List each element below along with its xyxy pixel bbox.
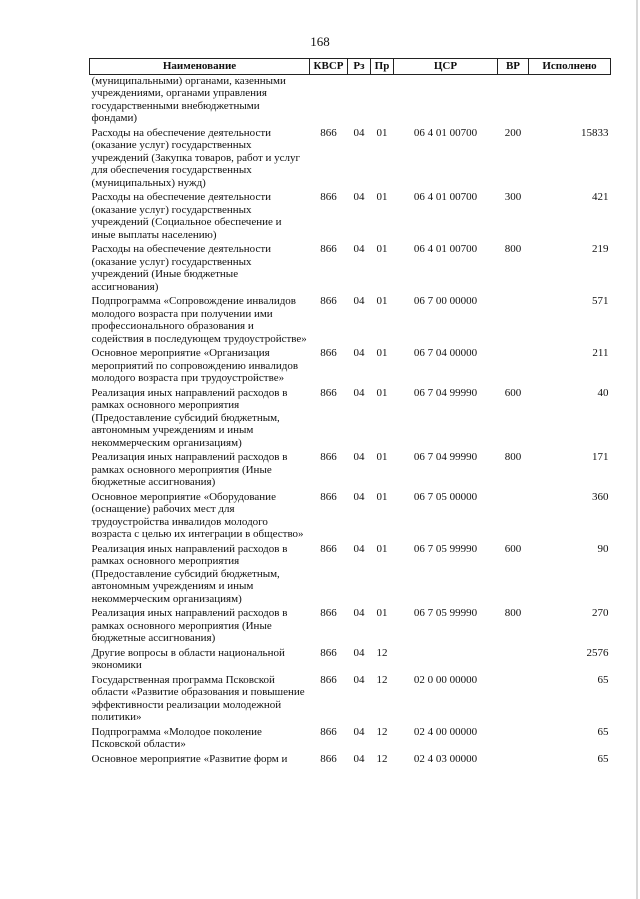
row-csr: 06 4 01 00700 [413,191,478,203]
row-kvsr: 866 [320,126,337,139]
row-executed: 171 [592,451,609,463]
row-kvsr: 866 [320,191,337,203]
table-row [90,647,611,674]
row-executed: 15833 [581,126,609,139]
row-kvsr: 866 [320,451,337,463]
row-csr: 06 4 01 00700 [413,126,478,139]
row-name: Подпрограмма «Сопровождение инвалидов молодого возраста при получении ими профессионального образования и содействия в последующем трудоустройстве» [91,295,307,345]
header-pr: Пр [371,59,394,75]
table-row [90,451,611,491]
scan-edge-line [636,0,638,899]
row-csr: 02 0 00 00000 [413,673,478,686]
row-kvsr [310,74,348,127]
row-rz: 04 [353,542,365,555]
row-csr: 06 7 04 00000 [413,347,478,359]
row-vr: 800 [504,243,522,255]
row-rz: 04 [353,490,365,503]
header-rz: Рз [348,59,371,75]
row-vr [498,674,529,726]
row-executed [529,74,611,127]
row-rz [348,74,371,127]
row-pr: 12 [376,725,388,738]
row-name: Государственная программа Псковской области «Развитие образования и повышение эффективности реализации молодежной политики» [91,673,305,723]
table-row [90,295,611,347]
row-pr: 01 [376,347,388,359]
row-csr [394,74,498,127]
row-executed: 360 [592,490,609,503]
row-pr: 01 [376,295,388,307]
row-vr [498,647,529,674]
row-vr: 200 [504,126,522,139]
table-row [90,726,611,753]
row-executed: 65 [597,673,609,686]
table-row [90,387,611,452]
row-rz: 04 [353,607,365,619]
row-pr: 01 [376,191,388,203]
row-executed: 270 [592,607,609,619]
row-name: Расходы на обеспечение деятельности (оказание услуг) государственных учреждений (Социальное обеспечение и иные выплаты населению) [91,191,282,241]
row-vr [498,347,529,387]
row-csr: 02 4 00 00000 [413,725,478,738]
table-row [90,74,611,127]
row-kvsr: 866 [320,347,337,359]
row-pr: 12 [376,673,388,686]
table-row [90,543,611,608]
row-pr: 01 [376,451,388,463]
row-rz: 04 [353,191,365,203]
table-row [90,127,611,192]
row-pr: 01 [376,243,388,255]
row-csr: 06 7 00 00000 [413,295,478,307]
row-vr: 800 [504,451,522,463]
row-csr: 06 7 04 99990 [413,386,478,399]
row-executed: 571 [592,295,609,307]
row-name: Реализация иных направлений расходов в рамках основного мероприятия (Предоставление субсидий бюджетным, автономным учреждениям и иным некоммерческим организациям) [91,386,288,449]
table-body [90,74,611,767]
row-csr: 06 7 05 99990 [413,607,478,619]
row-kvsr: 866 [320,542,337,555]
row-name: Подпрограмма «Молодое поколение Псковской области» [91,725,262,750]
table-row [90,347,611,387]
row-csr: 06 4 01 00700 [413,243,478,255]
row-csr: 06 7 05 00000 [413,490,478,503]
row-vr [498,753,529,768]
table-row [90,491,611,543]
row-vr [498,74,529,127]
row-kvsr: 866 [320,725,337,738]
row-csr: 06 7 04 99990 [413,451,478,463]
row-vr: 800 [504,607,522,619]
row-executed: 211 [592,347,609,359]
row-name: Основное мероприятие «Развитие форм и [91,752,288,765]
row-kvsr: 866 [320,490,337,503]
row-executed: 219 [592,243,609,255]
page-number: 168 [310,34,330,49]
row-executed: 2576 [586,646,609,659]
row-name: Реализация иных направлений расходов в рамках основного мероприятия (Предоставление субсидий бюджетным, автономным учреждениям и иным некоммерческим организациям) [91,542,288,605]
row-kvsr: 866 [320,243,337,255]
table-row [90,607,611,647]
row-vr [498,726,529,753]
row-kvsr: 866 [320,646,337,659]
header-vr: ВР [498,59,529,75]
row-pr: 01 [376,126,388,139]
row-name: Реализация иных направлений расходов в рамках основного мероприятия (Иные бюджетные ассигнования) [91,607,288,644]
budget-table [89,58,611,767]
header-executed: Исполнено [529,59,611,75]
row-name: Реализация иных направлений расходов в рамках основного мероприятия (Иные бюджетные ассигнования) [91,451,288,488]
row-rz: 04 [353,752,365,765]
row-pr: 01 [376,542,388,555]
table-row [90,243,611,295]
row-rz: 04 [353,673,365,686]
row-pr: 01 [376,386,388,399]
row-name: (муниципальными) органами, казенными учреждениями, органами управления государственными внебюджетными фондами) [91,74,286,124]
row-kvsr: 866 [320,295,337,307]
row-vr: 600 [504,542,522,555]
row-pr: 12 [376,646,388,659]
table-header-row [90,59,611,75]
row-executed: 65 [597,752,609,765]
row-executed: 90 [597,542,609,555]
row-csr: 02 4 03 00000 [413,752,478,765]
row-vr: 600 [504,386,522,399]
row-rz: 04 [353,725,365,738]
row-rz: 04 [353,347,365,359]
row-pr [371,74,394,127]
row-rz: 04 [353,295,365,307]
row-pr: 01 [376,490,388,503]
table-row [90,674,611,726]
row-kvsr: 866 [320,673,337,686]
row-kvsr: 866 [320,752,337,765]
header-kvsr: КВСР [310,59,348,75]
row-rz: 04 [353,243,365,255]
row-rz: 04 [353,646,365,659]
row-executed: 421 [592,191,609,203]
row-vr [498,491,529,543]
row-vr [498,295,529,347]
row-name: Расходы на обеспечение деятельности (оказание услуг) государственных учреждений (Закупка товаров, работ и услуг для обеспечения государственных (муниципальных) нужд) [91,126,301,189]
table-row [90,191,611,243]
row-name: Основное мероприятие «Организация мероприятий по сопровождению инвалидов молодого возраста при трудоустройстве» [91,347,299,384]
row-name: Основное мероприятие «Оборудование (оснащение) рабочих мест для трудоустройства инвалидов молодого возраста с целью их интеграции в общество» [91,490,304,540]
row-csr: 06 7 05 99990 [413,542,478,555]
header-csr: ЦСР [394,59,498,75]
table-row [90,753,611,768]
row-name: Расходы на обеспечение деятельности (оказание услуг) государственных учреждений (Иные бюджетные ассигнования) [91,243,272,293]
header-name: Наименование [90,59,310,75]
row-vr: 300 [504,191,522,203]
row-rz: 04 [353,126,365,139]
row-csr [394,647,498,674]
row-name: Другие вопросы в области национальной экономики [91,646,285,671]
row-executed: 40 [597,386,609,399]
row-executed: 65 [597,725,609,738]
row-pr: 01 [376,607,388,619]
row-rz: 04 [353,386,365,399]
row-pr: 12 [376,752,388,765]
row-kvsr: 866 [320,386,337,399]
row-rz: 04 [353,451,365,463]
row-kvsr: 866 [320,607,337,619]
